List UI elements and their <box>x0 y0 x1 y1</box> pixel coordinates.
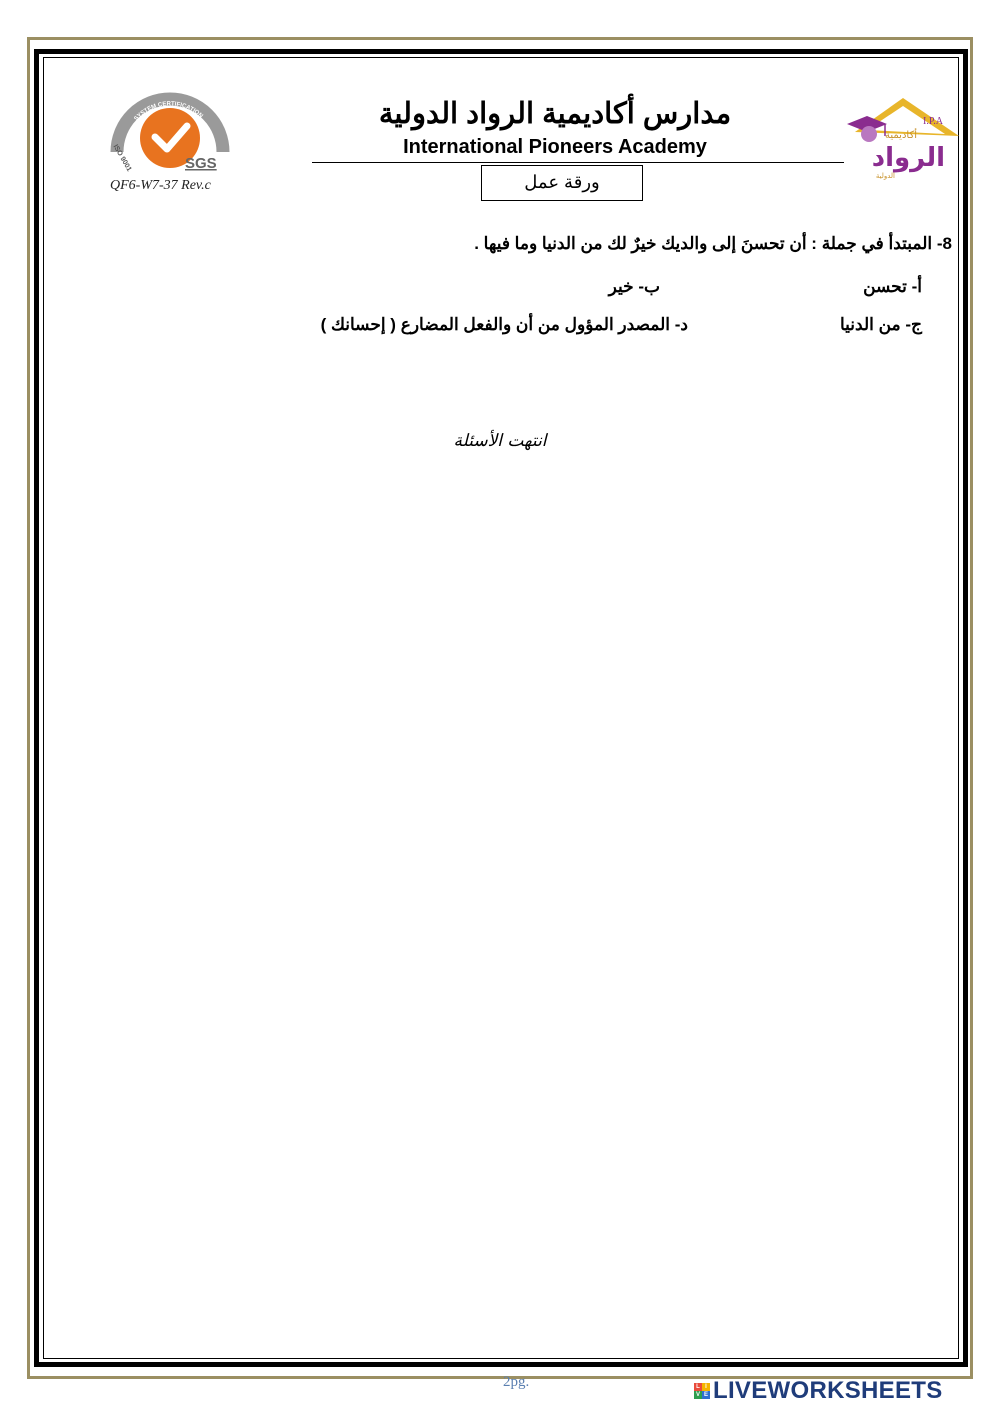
question-8-text: 8- المبتدأ في جملة : أن تحسنَ إلى والديك خيرٌ لك من الدنيا وما فيها . <box>474 234 952 253</box>
option-b: ب- خير <box>608 277 660 296</box>
end-of-questions-note: انتهت الأسئلة <box>453 431 547 451</box>
ipa-sub-arabic: أكاديمية <box>885 130 917 141</box>
sgs-brand-text: SGS <box>185 155 217 172</box>
sgs-certification-logo <box>105 92 235 176</box>
liveworksheets-logo-icon: L I V E <box>695 1384 708 1398</box>
document-code: QF6-W7-37 Rev.c <box>110 178 211 193</box>
liveworksheets-brand[interactable] <box>694 1378 943 1404</box>
page-number: 2pg. <box>503 1374 530 1390</box>
sgs-ring-text: SYSTEM CERTIFICATION <box>133 101 204 123</box>
ipa-name-arabic: الرواد <box>871 143 945 173</box>
ipa-small-arabic: الدولية <box>875 172 895 180</box>
ipa-academy-logo <box>845 86 965 186</box>
liveworksheets-wordmark: LIVEWORKSHEETS <box>713 1377 943 1404</box>
school-name-english: International Pioneers Academy <box>403 136 707 158</box>
header-divider <box>312 162 844 163</box>
school-name-arabic: مدارس أكاديمية الرواد الدولية <box>378 98 732 130</box>
sgs-iso-text: ISO 9001 <box>111 143 133 173</box>
worksheet-label: ورقة عمل <box>481 165 643 201</box>
option-c: ج- من الدنيا <box>840 315 922 334</box>
option-d: د- المصدر المؤول من أن والفعل المضارع ( إحسانك ) <box>320 315 688 334</box>
option-a: أ- تحسن <box>863 277 922 296</box>
ipa-abbr: I.P.A <box>923 116 944 127</box>
